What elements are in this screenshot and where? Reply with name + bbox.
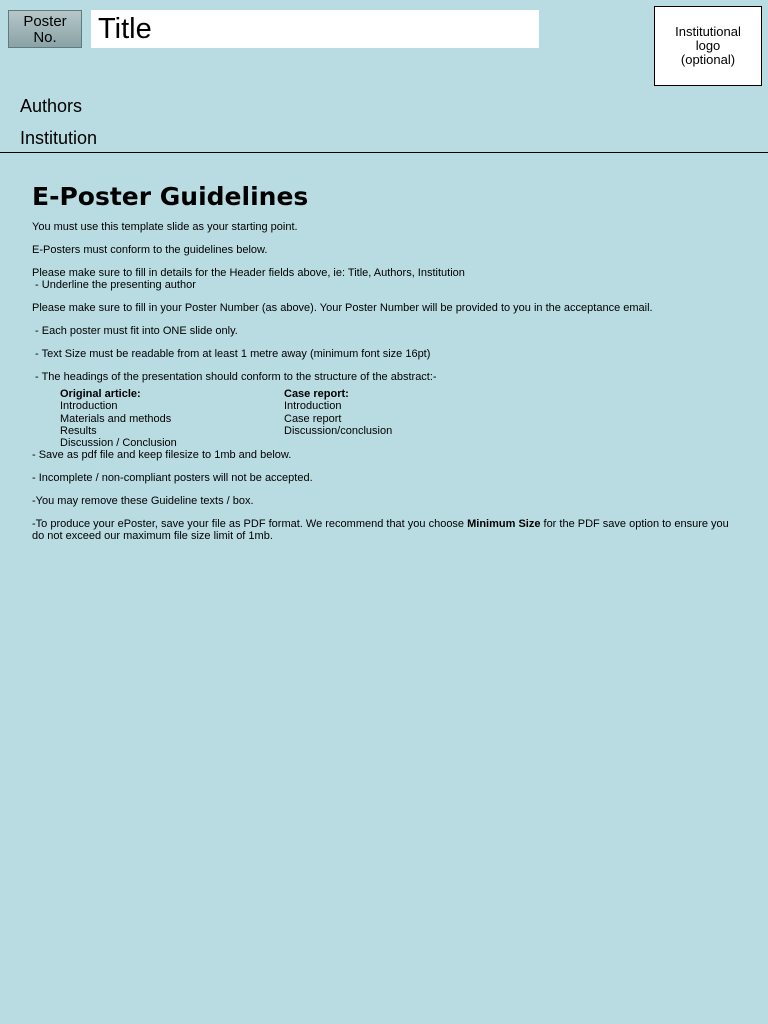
guideline-headings: - The headings of the presentation should conform to the structure of the abstract:-: [32, 371, 437, 383]
logo-label-line3: (optional): [680, 52, 736, 67]
poster-number-box[interactable]: [8, 10, 82, 48]
poster-number-label-line1: Poster: [23, 13, 67, 30]
header-divider: [0, 152, 768, 153]
guideline-header-fields: [32, 267, 742, 291]
guidelines-box[interactable]: [32, 182, 742, 553]
guideline-template: You must use this template slide as your starting point.: [32, 221, 298, 233]
guideline-one-slide: - Each poster must fit into ONE slide only.: [32, 325, 238, 337]
institutional-logo-placeholder[interactable]: [654, 6, 762, 86]
logo-label-line2: logo: [695, 38, 721, 53]
list-item: Introduction: [60, 400, 118, 413]
original-article-heading: Original article:: [60, 388, 141, 400]
guidelines-heading: E-Poster Guidelines: [32, 182, 309, 211]
guideline-underline-author: - Underline the presenting author: [32, 279, 196, 291]
abstract-structure: [60, 388, 742, 449]
guideline-pdf-format-part2: for the PDF save option to ensure you do not exceed our maximum file size limit of 1mb.: [32, 518, 729, 543]
poster-number-label-line2: No.: [33, 29, 57, 46]
guideline-text-size: - Text Size must be readable from at least 1 metre away (minimum font size 16pt): [32, 348, 431, 360]
list-item: Materials and methods: [60, 412, 172, 425]
logo-label-line1: Institutional: [675, 24, 741, 39]
list-item: Discussion / Conclusion: [60, 437, 177, 450]
list-item: Introduction: [284, 400, 342, 413]
guideline-non-compliant: - Incomplete / non-compliant posters will not be accepted.: [32, 472, 313, 485]
guideline-conform: E-Posters must conform to the guidelines below.: [32, 244, 268, 256]
case-report-column: [284, 388, 508, 449]
guideline-pdf-size: - Save as pdf file and keep filesize to 1mb and below.: [32, 449, 292, 462]
guideline-remove-text: -You may remove these Guideline texts / box.: [32, 495, 254, 508]
guideline-poster-number: Please make sure to fill in your Poster Number (as above). Your Poster Number will be provided to you in the acceptance email.: [32, 302, 653, 314]
list-item: Results: [60, 424, 97, 437]
original-article-column: [60, 388, 284, 449]
authors-field[interactable]: Authors: [20, 96, 83, 116]
list-item: Case report: [284, 412, 342, 425]
guideline-pdf-format-part1: -To produce your ePoster, save your file as PDF format. We recommend that you choose: [32, 518, 468, 531]
institution-field[interactable]: Institution: [20, 128, 98, 148]
list-item: Discussion/conclusion: [284, 424, 393, 437]
title-field[interactable]: Title: [91, 10, 539, 48]
guideline-header-fields-line1: Please make sure to fill in details for the Header fields above, ie: Title, Authors, Institution: [32, 267, 465, 279]
guideline-minimum-size: Minimum Size: [467, 518, 541, 531]
guideline-pdf-format: [32, 518, 742, 542]
case-report-heading: Case report:: [284, 388, 349, 400]
